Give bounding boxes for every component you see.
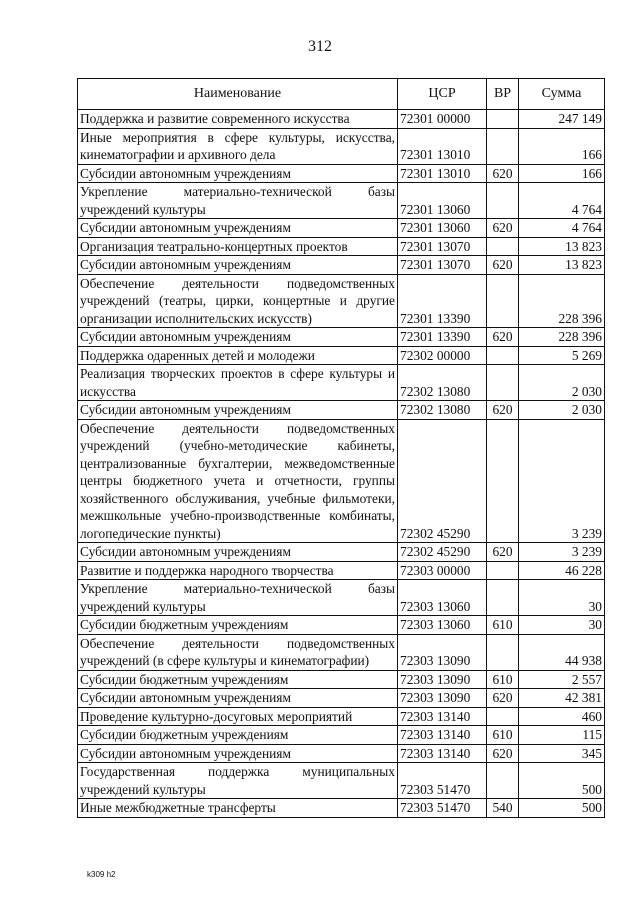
row-name: Субсидии автономным учреждениям [78,401,398,420]
row-sum: 247 149 [519,110,605,129]
row-name: Субсидии бюджетным учреждениям [78,670,398,689]
table-row [78,219,605,238]
row-sum: 228 396 [519,274,605,328]
table-row [78,707,605,726]
row-name: Развитие и поддержка народного творчества [78,561,398,580]
row-vr [487,274,519,328]
row-csr: 72303 13140 [398,726,487,745]
table-row [78,237,605,256]
row-sum: 345 [519,744,605,763]
row-csr: 72301 13060 [398,219,487,238]
row-sum: 46 228 [519,561,605,580]
row-sum: 2 030 [519,401,605,420]
table-row [78,689,605,708]
row-name: Субсидии автономным учреждениям [78,164,398,183]
table-row [78,110,605,129]
row-name: Поддержка одаренных детей и молодежи [78,346,398,365]
row-vr [487,237,519,256]
row-sum: 5 269 [519,346,605,365]
row-csr: 72303 13060 [398,580,487,616]
row-sum: 500 [519,763,605,799]
row-sum: 460 [519,707,605,726]
row-vr: 620 [487,164,519,183]
row-sum: 30 [519,616,605,635]
table-row [78,744,605,763]
row-vr: 610 [487,670,519,689]
row-name: Субсидии бюджетным учреждениям [78,616,398,635]
row-vr: 620 [487,744,519,763]
row-sum: 2 030 [519,365,605,401]
table-row [78,634,605,670]
row-vr: 620 [487,256,519,275]
row-vr: 620 [487,689,519,708]
row-name: Поддержка и развитие современного искусства [78,110,398,129]
row-sum: 115 [519,726,605,745]
row-sum: 228 396 [519,328,605,347]
table-row [78,256,605,275]
table-row [78,346,605,365]
row-name: Проведение культурно-досуговых мероприятий [78,707,398,726]
table-row [78,183,605,219]
row-vr [487,419,519,543]
header-sum: Сумма [519,79,605,110]
table-row [78,365,605,401]
table-row [78,164,605,183]
row-csr: 72301 13390 [398,328,487,347]
page-number: 312 [308,38,332,55]
table-row [78,799,605,818]
row-csr: 72301 13010 [398,164,487,183]
table-row [78,274,605,328]
row-sum: 44 938 [519,634,605,670]
header-vr: ВР [487,79,519,110]
row-vr [487,346,519,365]
row-csr: 72301 13060 [398,183,487,219]
row-name: Иные мероприятия в сфере культуры, искусства, кинематографии и архивного дела [78,128,398,164]
table-row [78,763,605,799]
row-sum: 166 [519,164,605,183]
table-row [78,328,605,347]
row-name: Субсидии автономным учреждениям [78,689,398,708]
row-csr: 72303 13140 [398,707,487,726]
row-vr [487,561,519,580]
row-vr: 620 [487,328,519,347]
table-header-row [78,79,605,110]
row-vr: 610 [487,726,519,745]
row-csr: 72301 13070 [398,237,487,256]
table-row [78,543,605,562]
table-row [78,726,605,745]
row-vr: 620 [487,543,519,562]
row-vr: 620 [487,219,519,238]
row-sum: 166 [519,128,605,164]
row-sum: 13 823 [519,256,605,275]
row-csr: 72303 13090 [398,634,487,670]
row-sum: 4 764 [519,219,605,238]
row-csr: 72303 13140 [398,744,487,763]
row-name: Государственная поддержка муниципальных учреждений культуры [78,763,398,799]
row-vr [487,580,519,616]
budget-table [77,78,605,818]
header-csr: ЦСР [398,79,487,110]
row-vr [487,110,519,129]
row-csr: 72301 00000 [398,110,487,129]
row-csr: 72303 13060 [398,616,487,635]
row-name: Субсидии автономным учреждениям [78,744,398,763]
row-csr: 72303 13090 [398,689,487,708]
row-csr: 72302 45290 [398,419,487,543]
row-vr [487,183,519,219]
table-row [78,561,605,580]
table-row [78,419,605,543]
row-name: Субсидии автономным учреждениям [78,328,398,347]
row-sum: 2 557 [519,670,605,689]
row-name: Обеспечение деятельности подведомственных учреждений (учебно-методические кабинеты, централизованные бухгалтерии, межведомственные центры бюджетного учета и отчетности, группы хозяйственного обслуживания, учебные фильмотеки, межшкольные учебно-производственные комбинаты, логопедические пункты) [78,419,398,543]
row-csr: 72301 13390 [398,274,487,328]
table-row [78,616,605,635]
row-vr [487,707,519,726]
footer-code: k309 h2 [87,870,116,879]
row-name: Обеспечение деятельности подведомственных учреждений (театры, цирки, концертные и другие организации исполнительских искусств) [78,274,398,328]
row-sum: 4 764 [519,183,605,219]
row-vr [487,634,519,670]
row-sum: 13 823 [519,237,605,256]
row-sum: 500 [519,799,605,818]
row-name: Иные межбюджетные трансферты [78,799,398,818]
row-csr: 72303 51470 [398,799,487,818]
row-name: Обеспечение деятельности подведомственных учреждений (в сфере культуры и кинематографии) [78,634,398,670]
row-name: Субсидии автономным учреждениям [78,543,398,562]
row-csr: 72303 13090 [398,670,487,689]
row-vr [487,128,519,164]
row-sum: 3 239 [519,543,605,562]
row-vr: 620 [487,401,519,420]
table-row [78,401,605,420]
row-name: Субсидии автономным учреждениям [78,219,398,238]
row-csr: 72302 00000 [398,346,487,365]
row-name: Субсидии автономным учреждениям [78,256,398,275]
row-name: Организация театрально-концертных проектов [78,237,398,256]
table-row [78,670,605,689]
row-name: Субсидии бюджетным учреждениям [78,726,398,745]
row-vr: 540 [487,799,519,818]
table-row [78,128,605,164]
row-sum: 3 239 [519,419,605,543]
row-vr [487,763,519,799]
row-csr: 72301 13010 [398,128,487,164]
row-name: Укрепление материально-технической базы учреждений культуры [78,580,398,616]
row-name: Реализация творческих проектов в сфере культуры и искусства [78,365,398,401]
row-csr: 72302 13080 [398,365,487,401]
row-sum: 42 381 [519,689,605,708]
row-vr [487,365,519,401]
row-csr: 72302 13080 [398,401,487,420]
row-vr: 610 [487,616,519,635]
row-csr: 72301 13070 [398,256,487,275]
row-name: Укрепление материально-технической базы учреждений культуры [78,183,398,219]
row-csr: 72303 00000 [398,561,487,580]
header-name: Наименование [78,79,398,110]
row-sum: 30 [519,580,605,616]
table-row [78,580,605,616]
row-csr: 72303 51470 [398,763,487,799]
row-csr: 72302 45290 [398,543,487,562]
